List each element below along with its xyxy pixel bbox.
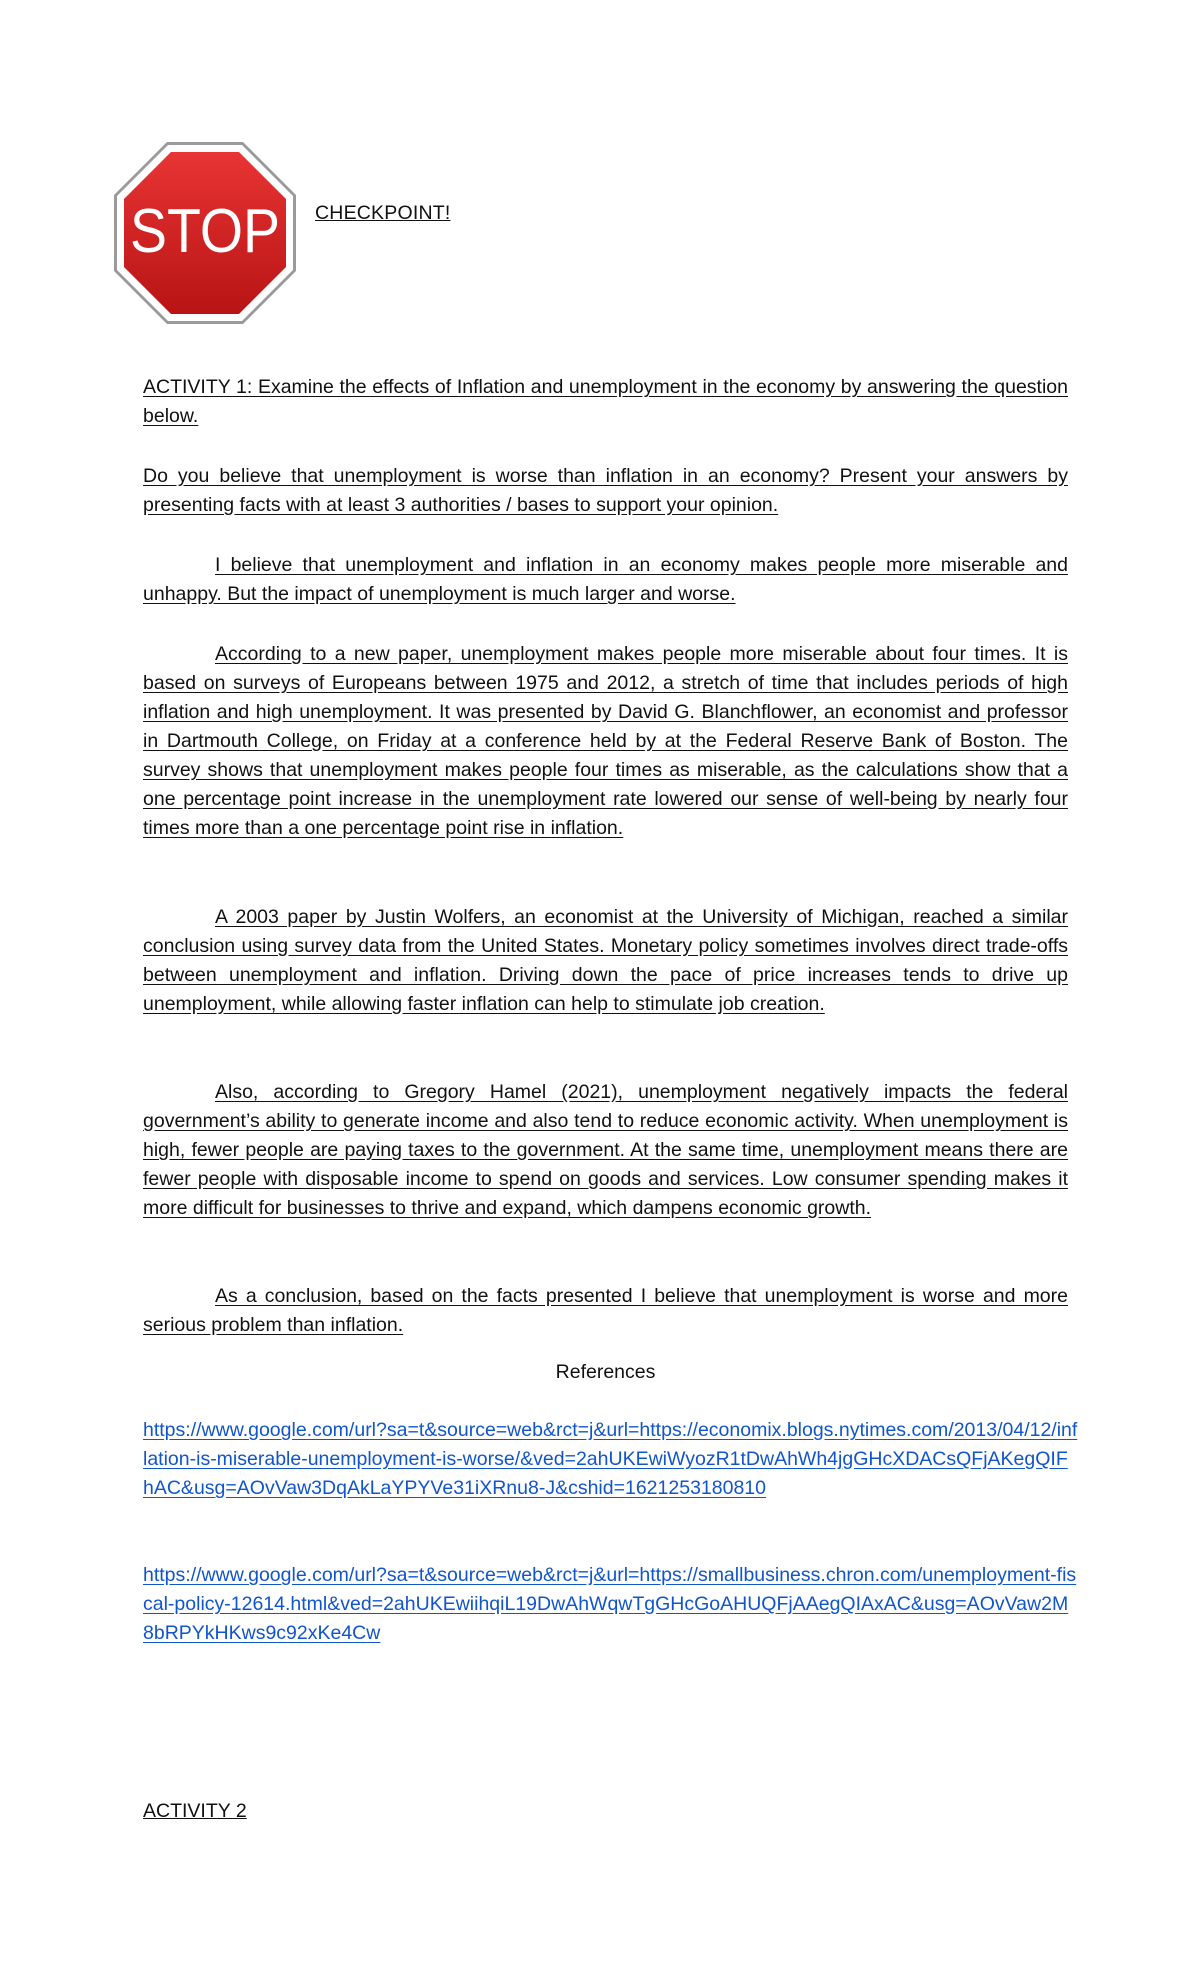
activity2-heading: ACTIVITY 2: [143, 1800, 247, 1822]
activity1-instruction: ACTIVITY 1: Examine the effects of Inflation and unemployment in the economy by answering the question below.: [143, 376, 1068, 427]
reference-link-nytimes[interactable]: https://www.google.com/url?sa=t&source=web&rct=j&url=https://economix.blogs.nytimes.com/2013/04/12/inflation-is-miserable-unemployment-is-worse/&ved=2ahUKEwiWyozR1tDwAhWh4jgGHcXDACsQFjAKegQIFhAC&usg=AOvVaw3DqAkLaYPYVe31iXRnu8-J&cshid=1621253180810: [143, 1419, 1078, 1499]
stop-sign-label: STOP: [130, 197, 280, 266]
answer-paragraph-conclusion: As a conclusion, based on the facts presented I believe that unemployment is worse and more serious problem than inflation.: [143, 1285, 1068, 1336]
checkpoint-title: CHECKPOINT!: [315, 202, 451, 224]
answer-paragraph-wolfers: A 2003 paper by Justin Wolfers, an economist at the University of Michigan, reached a similar conclusion using survey data from the United States. Monetary policy sometimes involves direct trade-offs between unemployment and inflation. Driving down the pace of price increases tends to drive up unemployment, while allowing faster inflation can help to stimulate job creation.: [143, 906, 1068, 1015]
answer-paragraph-hamel: Also, according to Gregory Hamel (2021), unemployment negatively impacts the federal government’s ability to generate income and also tend to reduce economic activity. When unemployment is high, fewer people are paying taxes to the government. At the same time, unemployment means there are fewer people with disposable income to spend on goods and services. Low consumer spending makes it more difficult for businesses to thrive and expand, which dampens economic growth.: [143, 1081, 1068, 1219]
answer-paragraph-blanchflower: According to a new paper, unemployment makes people more miserable about four times. It is based on surveys of Europeans between 1975 and 2012, a stretch of time that includes periods of high inflation and high unemployment. It was presented by David G. Blanchflower, an economist and professor in Dartmouth College, on Friday at a conference held by at the Federal Reserve Bank of Boston. The survey shows that unemployment makes people four times as miserable, as the calculations show that a one percentage point increase in the unemployment rate lowered our sense of well-being by nearly four times more than a one percentage point rise in inflation.: [143, 643, 1068, 839]
answer-paragraph-intro: I believe that unemployment and inflation in an economy makes people more miserable and unhappy. But the impact of unemployment is much larger and worse.: [143, 554, 1068, 605]
reference-link-chron[interactable]: https://www.google.com/url?sa=t&source=web&rct=j&url=https://smallbusiness.chron.com/unemployment-fiscal-policy-12614.html&ved=2ahUKEwiihqiL19DwAhWqwTgGHcGoAHUQFjAAegQIAxAC&usg=AOvVaw2M8bRPYkHKws9c92xKe4Cw: [143, 1564, 1077, 1644]
references-heading: References: [555, 1361, 656, 1383]
stop-sign-icon: [112, 140, 298, 326]
activity1-question: Do you believe that unemployment is worse than inflation in an economy? Present your answers by presenting facts with at least 3 authorities / bases to support your opinion.: [143, 465, 1068, 516]
